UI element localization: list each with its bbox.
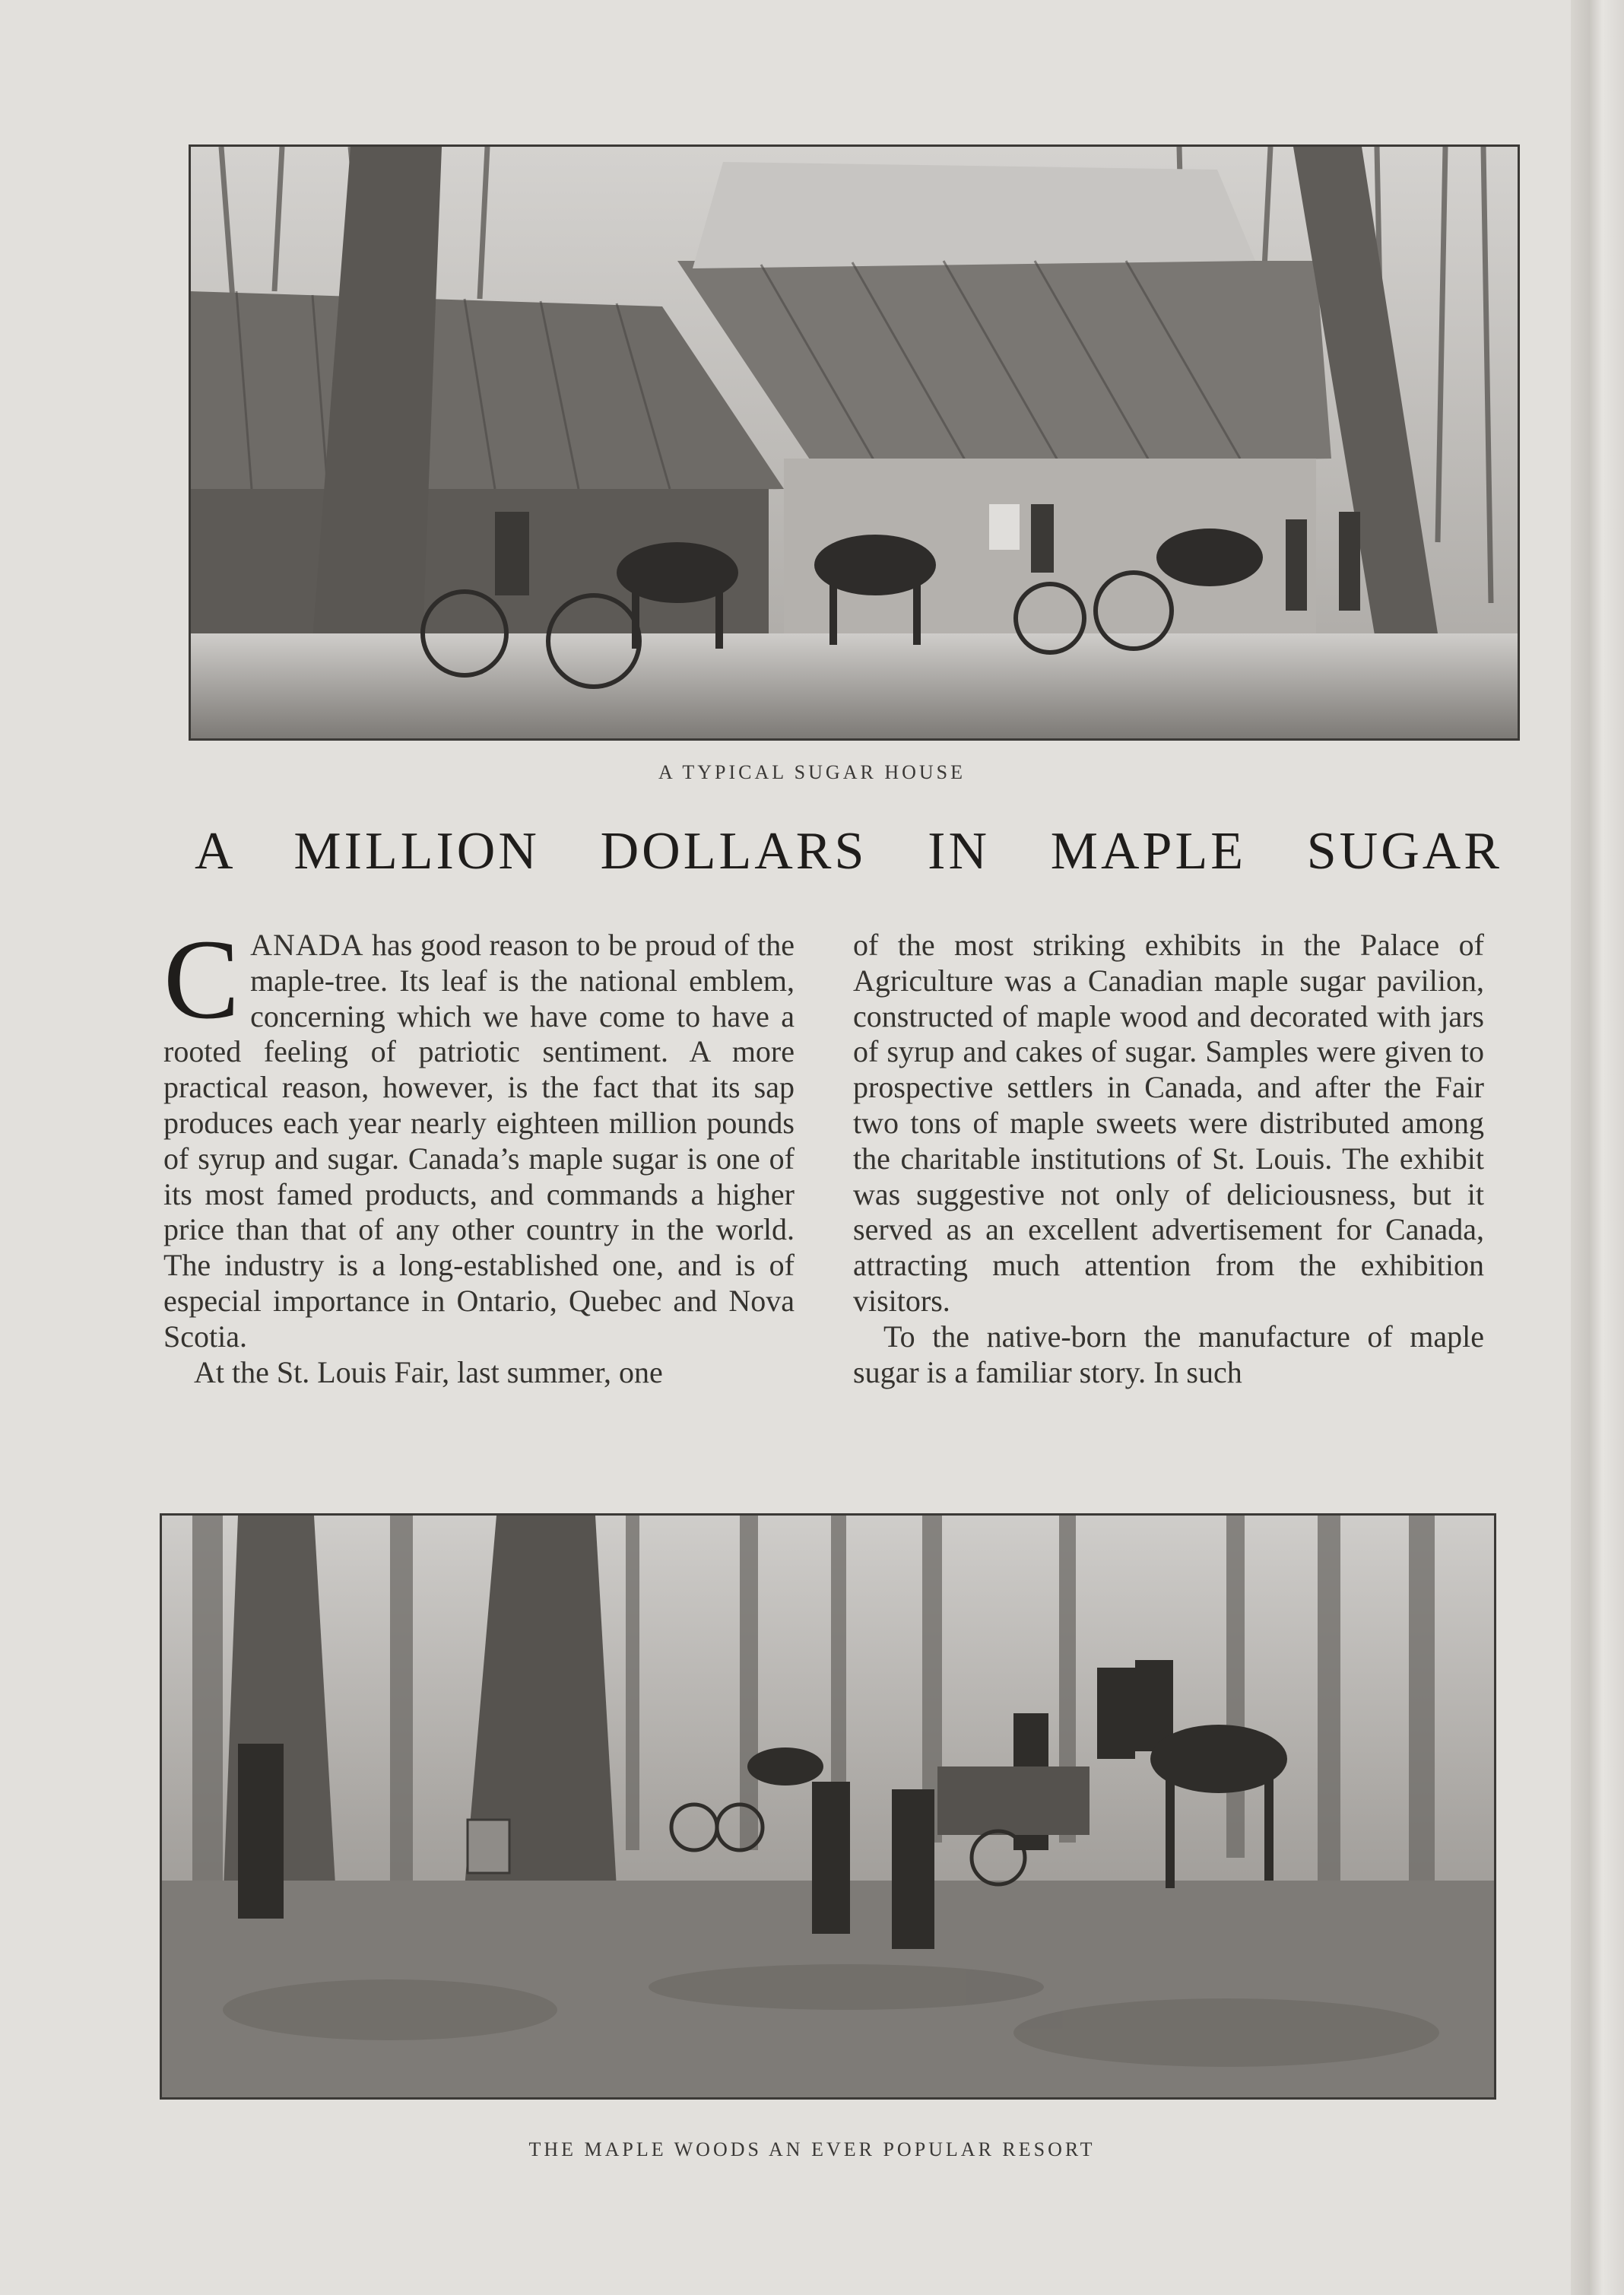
paragraph-1 bbox=[163, 928, 795, 1355]
drop-cap: C bbox=[163, 928, 240, 1043]
paragraph-2-continued: of the most striking exhibits in the Palace of Agriculture was a Canadian maple sugar pavilion, constructed of maple wood and decorated with jars of syrup and cakes of sugar. Samples were given to prospective settlers in Canada, and after the Fair two tons of maple sweets were distributed among the charitable institutions of St. Louis. The exhibit was suggestive not only of deliciousness, but it served as an excellent advertisement for Canada, attracting much attention from the exhibition visitors. bbox=[853, 928, 1484, 1318]
figure-caption-sugar-house: A TYPICAL SUGAR HOUSE bbox=[658, 761, 966, 783]
paragraph-3: To the native-born the manufacture of maple sugar is a familiar story. In such bbox=[853, 1319, 1484, 1389]
paragraph-2-start: At the St. Louis Fair, last summer, one bbox=[194, 1354, 663, 1389]
maple-woods-photo bbox=[160, 1513, 1496, 2100]
page-edge-shadow bbox=[1571, 0, 1624, 2295]
text-column-right bbox=[853, 928, 1484, 1506]
lead-word: ANADA bbox=[250, 928, 364, 962]
figure-caption-maple-woods: THE MAPLE WOODS AN EVER POPULAR RESORT bbox=[528, 2138, 1096, 2160]
sugar-house-photo bbox=[189, 144, 1520, 741]
paragraph-1-text: has good reason to be proud of the maple-tree. Its leaf is the national emblem, concerning which we have come to have a rooted feeling of patriotic sentiment. A more practical reason, however, is the fact that its sap produces each year nearly eighteen million pounds of syrup and sugar. Canada’s maple sugar is one of its most famed products, and commands a higher price than that of any other country in the world. The industry is a long-established one, and is of especial importance in Ontario, Quebec and Nova Scotia. bbox=[163, 928, 795, 1354]
text-column-left bbox=[163, 928, 795, 1506]
article-title: A MILLION DOLLARS IN MAPLE SUGAR bbox=[195, 822, 1502, 881]
